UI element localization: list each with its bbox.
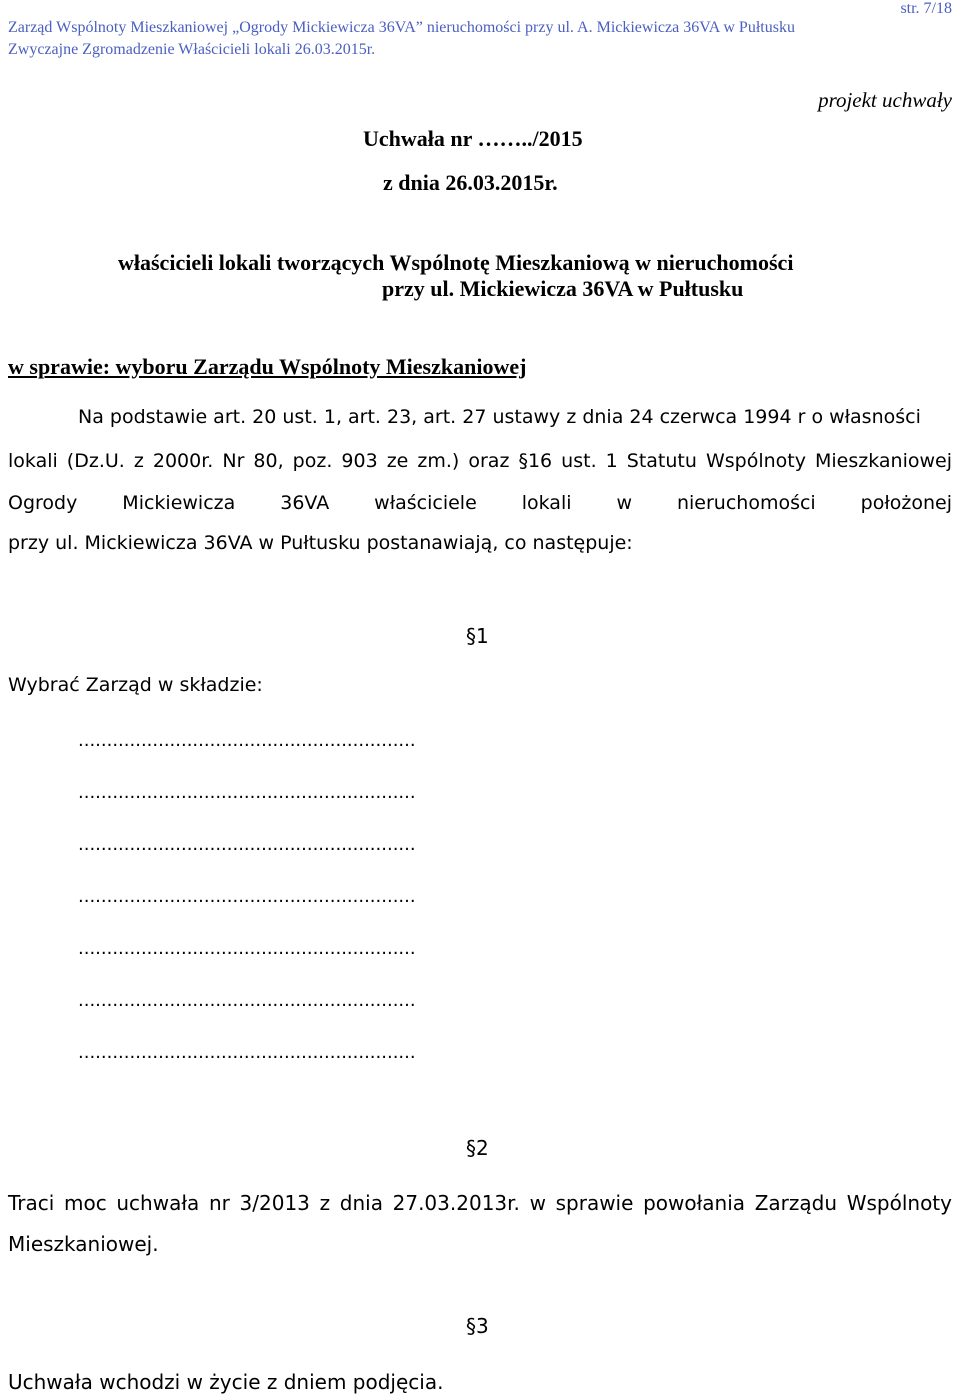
board-member-line-4: ...........................................................	[78, 886, 416, 907]
page-number: str. 7/18	[900, 0, 952, 17]
section-3-heading: §3	[466, 1314, 489, 1338]
board-member-line-6: ...........................................................	[78, 990, 416, 1011]
board-member-line-1: ...........................................................	[78, 730, 416, 751]
section-1-heading: §1	[466, 624, 489, 648]
board-member-line-7: ...........................................................	[78, 1042, 416, 1063]
repeal-line-2: Mieszkaniowej.	[8, 1232, 159, 1256]
repeal-line-1: Traci moc uchwała nr 3/2013 z dnia 27.03.2013r. w sprawie powołania Zarządu Wspólnoty	[8, 1191, 952, 1215]
draft-label: projekt uchwały	[818, 88, 952, 112]
preamble-line-4: przy ul. Mickiewicza 36VA w Pułtusku postanawiają, co następuje:	[8, 532, 633, 554]
preamble-line-3: Ogrody Mickiewicza 36VA właściciele lokali w nieruchomości położonej	[8, 492, 952, 514]
board-member-line-2: ...........................................................	[78, 782, 416, 803]
preamble-line-2: lokali (Dz.U. z 2000r. Nr 80, poz. 903 ze zm.) oraz §16 ust. 1 Statutu Wspólnoty Mieszkaniowej	[8, 450, 952, 472]
subject-line-2: przy ul. Mickiewicza 36VA w Pułtusku	[382, 276, 744, 301]
header-meeting-line: Zwyczajne Zgromadzenie Właścicieli lokali 26.03.2015r.	[8, 41, 376, 58]
board-intro: Wybrać Zarząd w składzie:	[8, 674, 263, 696]
board-member-line-3: ...........................................................	[78, 834, 416, 855]
effective-clause: Uchwała wchodzi w życie z dniem podjęcia.	[8, 1370, 444, 1394]
header-community-name: Zarząd Wspólnoty Mieszkaniowej „Ogrody Mickiewicza 36VA” nieruchomości przy ul. A. Mickiewicza 36VA w Pułtusku	[8, 19, 795, 36]
resolution-date: z dnia 26.03.2015r.	[383, 170, 558, 195]
subject-line-1: właścicieli lokali tworzących Wspólnotę Mieszkaniową w nieruchomości	[118, 250, 794, 275]
preamble-line-1: Na podstawie art. 20 ust. 1, art. 23, art. 27 ustawy z dnia 24 czerwca 1994 r o własności	[78, 406, 921, 428]
section-2-heading: §2	[466, 1136, 489, 1160]
board-member-line-5: ...........................................................	[78, 938, 416, 959]
resolution-matter: w sprawie: wyboru Zarządu Wspólnoty Mieszkaniowej	[8, 354, 527, 379]
resolution-title: Uchwała nr ……../2015	[363, 126, 583, 151]
